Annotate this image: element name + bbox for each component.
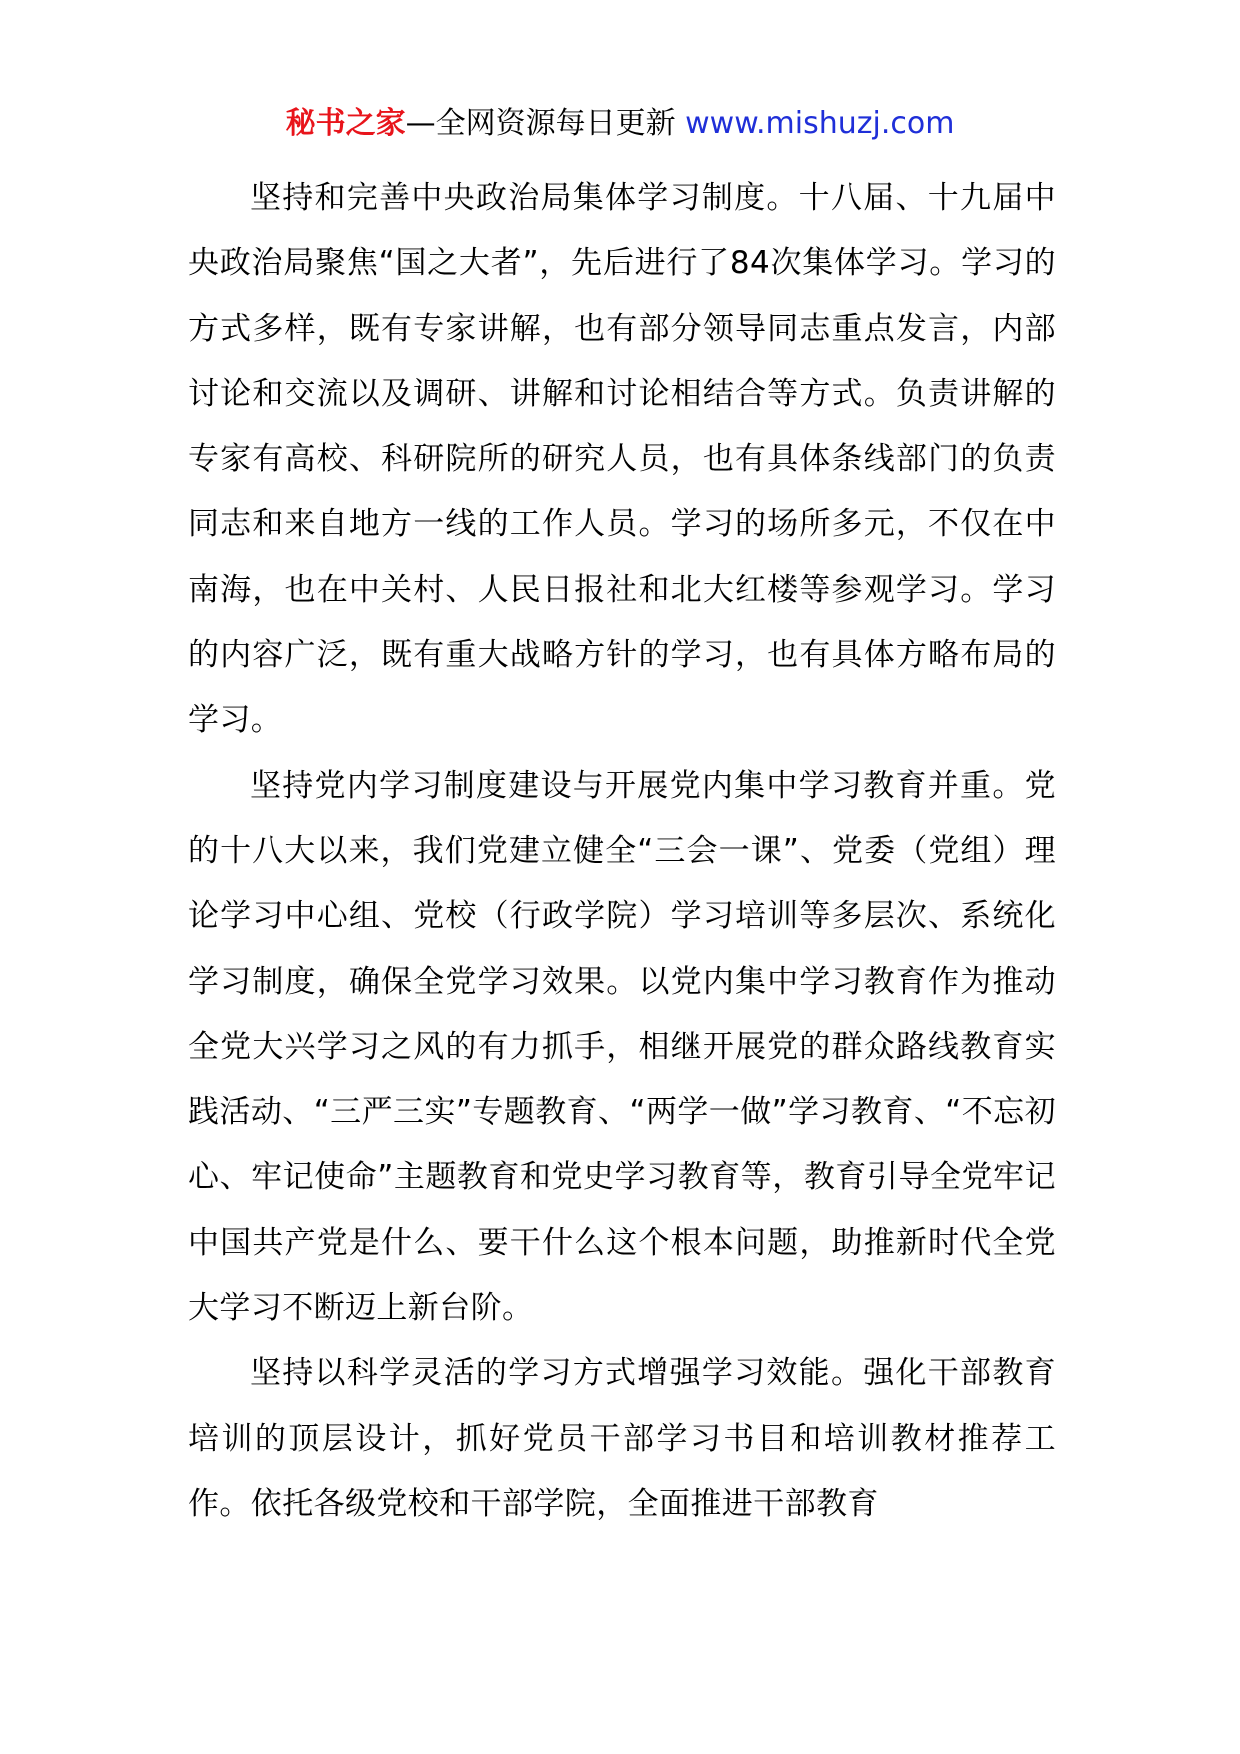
- paragraph: 坚持党内学习制度建设与开展党内集中学习教育并重。党的十八大以来，我们党建立健全“三会一课”、党委（党组）理论学习中心组、党校（行政学院）学习培训等多层次、系统化学习制度，确保全党学习效果。以党内集中学习教育作为推动全党大兴学习之风的有力抓手，相继开展党的群众路线教育实践活动、“三严三实”专题教育、“两学一做”学习教育、“不忘初心、牢记使命”主题教育和党史学习教育等，教育引导全党牢记中国共产党是什么、要干什么这个根本问题，助推新时代全党大学习不断迈上新台阶。: [188, 767, 1056, 1327]
- paragraph: 坚持和完善中央政治局集体学习制度。十八届、十九届中央政治局聚焦“国之大者”，先后进行了84次集体学习。学习的方式多样，既有专家讲解，也有部分领导同志重点发言，内部讨论和交流以及调研、讲解和讨论相结合等方式。负责讲解的专家有高校、科研院所的研究人员，也有具体条线部门的负责同志和来自地方一线的工作人员。学习的场所多元，不仅在中南海，也在中关村、人民日报社和北大红楼等参观学习。学习的内容广泛，既有重大战略方针的学习，也有具体方略布局的学习。: [188, 180, 1056, 739]
- header-tagline: —全网资源每日更新: [405, 106, 686, 141]
- paragraph: 坚持以科学灵活的学习方式增强学习效能。强化干部教育培训的顶层设计，抓好党员干部学习书目和培训教材推荐工作。依托各级党校和干部学院，全面推进干部教育: [188, 1355, 1056, 1522]
- header-site-link[interactable]: www.mishuzj.com: [685, 106, 955, 141]
- page-header: [0, 104, 1240, 144]
- document-body: [188, 166, 1056, 1537]
- header-brand: 秘书之家: [285, 106, 406, 141]
